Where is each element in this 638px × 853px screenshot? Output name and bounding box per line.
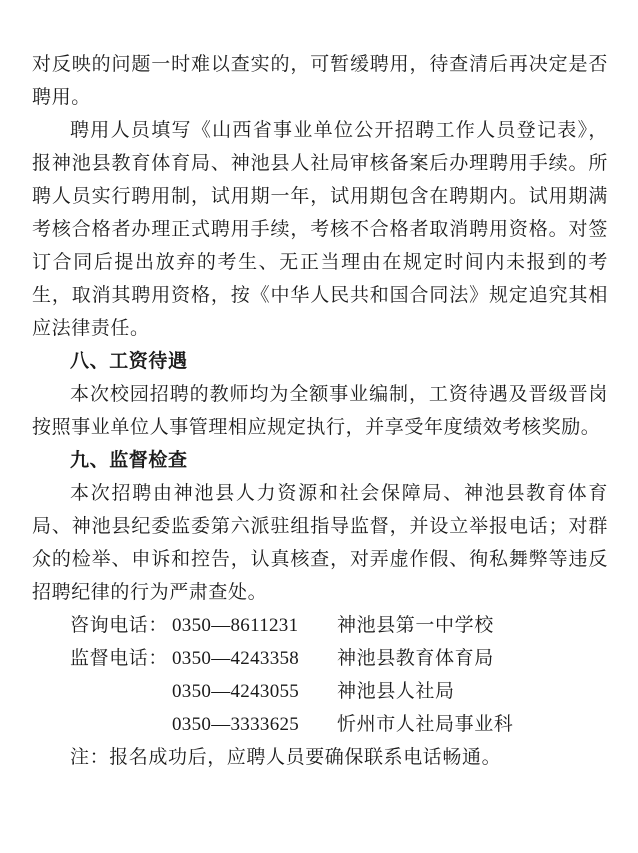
section-heading-supervision: 九、监督检查 xyxy=(70,449,188,471)
section-heading-salary: 八、工资待遇 xyxy=(70,350,188,372)
contact-row-consult xyxy=(32,609,608,642)
paragraph-supervision: 本次招聘由神池县人力资源和社会保障局、神池县教育体育局、神池县纪委监委第六派驻组指导监督，并设立举报电话；对群众的检举、申诉和控告，认真核查，对弄虚作假、徇私舞弊等违反招聘纪律的行为严肃查处。 xyxy=(32,482,608,603)
contact-org: 忻州市人社局事业科 xyxy=(337,713,514,735)
paragraph-salary: 本次校园招聘的教师均为全额事业编制，工资待遇及晋级晋岗按照事业单位人事管理相应规定执行，并享受年度绩效考核奖励。 xyxy=(32,383,608,438)
contact-label: 咨询电话： xyxy=(70,614,169,636)
contact-phone: 0350—4243358 xyxy=(172,648,300,669)
contact-phone: 0350—4243055 xyxy=(172,681,300,702)
contact-org: 神池县第一中学校 xyxy=(337,614,494,636)
contact-phone: 0350—3333625 xyxy=(172,714,300,735)
contact-label xyxy=(32,708,172,741)
contact-row-supervise-3 xyxy=(32,708,608,741)
contact-row-supervise-2 xyxy=(32,675,608,708)
contact-label xyxy=(32,675,172,708)
contact-row-supervise-1 xyxy=(32,642,608,675)
paragraph-review-pending: 对反映的问题一时难以查实的，可暂缓聘用，待查清后再决定是否聘用。 xyxy=(32,53,608,108)
contact-org: 神池县教育体育局 xyxy=(337,647,494,669)
contact-label: 监督电话： xyxy=(70,647,169,669)
contact-phone: 0350—8611231 xyxy=(172,615,299,636)
contact-org: 神池县人社局 xyxy=(337,680,455,702)
contact-list xyxy=(32,609,608,741)
note-text: 注：报名成功后，应聘人员要确保联系电话畅通。 xyxy=(70,746,502,768)
document-page xyxy=(32,48,608,774)
paragraph-employment-procedure: 聘用人员填写《山西省事业单位公开招聘工作人员登记表》，报神池县教育体育局、神池县人社局审核备案后办理聘用手续。所聘人员实行聘用制，试用期一年，试用期包含在聘期内。试用期满考核合格者办理正式聘用手续，考核不合格者取消聘用资格。对签订合同后提出放弃的考生、无正当理由在规定时间内未报到的考生，取消其聘用资格，按《中华人民共和国合同法》规定追究其相应法律责任。 xyxy=(32,119,608,339)
